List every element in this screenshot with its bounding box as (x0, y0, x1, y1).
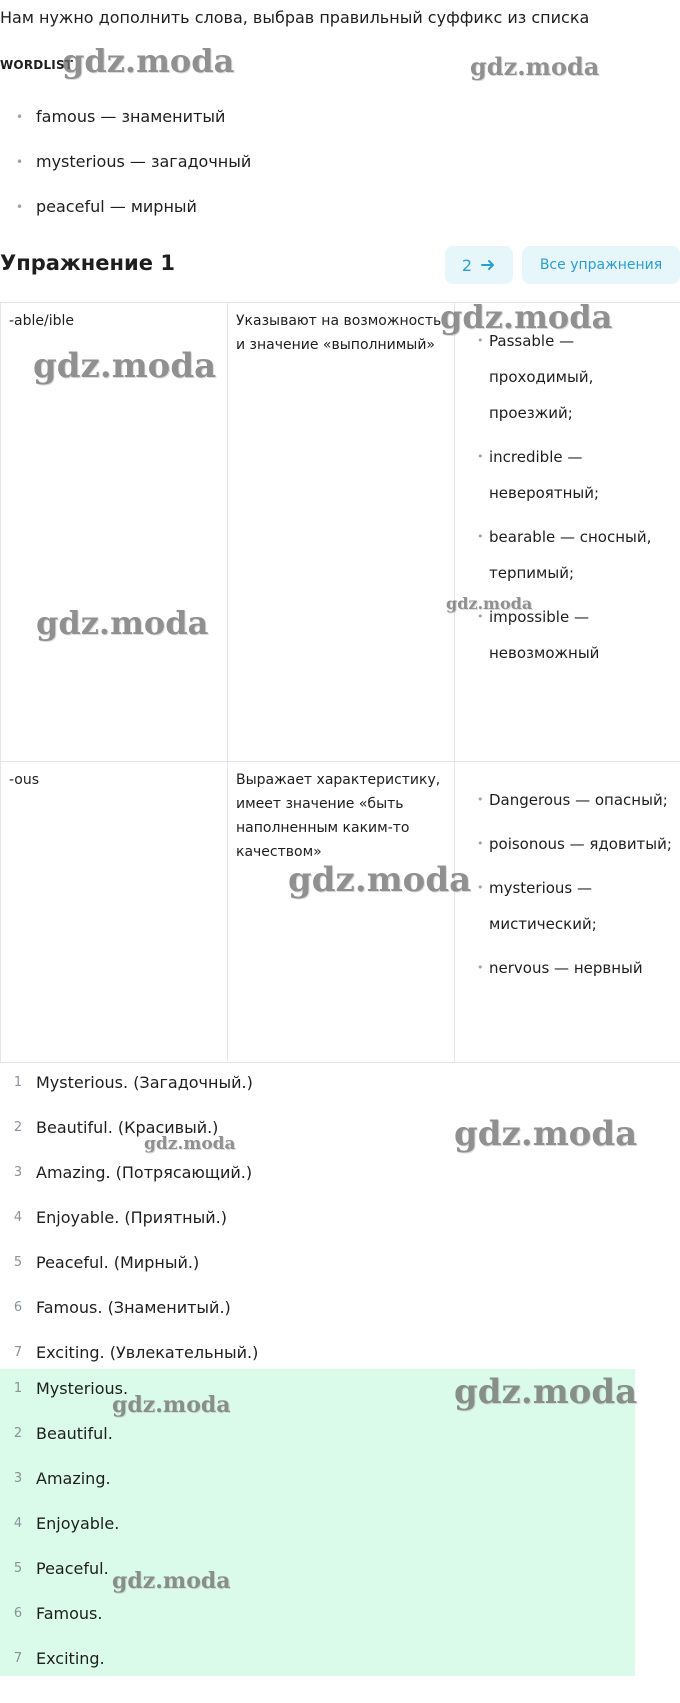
next-exercise-button[interactable] (445, 246, 513, 284)
item-number: 7 (13, 1651, 23, 1666)
list-item (0, 1504, 635, 1549)
watermark: gdz.moda (288, 860, 472, 900)
answer-text: Peaceful. (36, 1559, 109, 1578)
suffix-cell: -ous (1, 762, 228, 1063)
wordlist-item: • mysterious — загадочный (0, 149, 680, 194)
item-number: 2 (13, 1120, 23, 1135)
example-item: • poisonous — ядовитый; (463, 826, 673, 862)
list-item (0, 1198, 635, 1243)
item-number: 1 (13, 1075, 23, 1090)
item-number: 5 (13, 1255, 23, 1270)
table-row (1, 762, 680, 1063)
item-number: 4 (13, 1516, 23, 1531)
exercise-title: Упражнение 1 (0, 251, 175, 275)
list-item (0, 1549, 635, 1594)
answer-text: Mysterious. (Загадочный.) (36, 1073, 253, 1092)
item-number: 6 (13, 1606, 23, 1621)
watermark: gdz.moda (112, 1392, 231, 1418)
all-exercises-button[interactable]: Все упражнения (522, 246, 680, 284)
answer-text: Beautiful. (Красивый.) (36, 1118, 219, 1137)
meaning-cell: Выражает характеристику, имеет значение «быть наполненным каким-то качеством» (228, 762, 455, 1063)
list-item (0, 1153, 635, 1198)
example-item: • Dangerous — опасный; (463, 782, 673, 818)
intro-text: Нам нужно дополнить слова, выбрав правильный суффикс из списка (0, 8, 590, 27)
wordlist-label: WORDLIST (0, 58, 74, 72)
answer-text: Exciting. (Увлекательный.) (36, 1343, 259, 1362)
item-number: 1 (13, 1381, 23, 1396)
wordlist (0, 104, 680, 239)
examples-cell (455, 762, 680, 1063)
watermark: gdz.moda (470, 52, 600, 81)
list-item (0, 1639, 635, 1684)
watermark: gdz.moda (440, 298, 613, 336)
answer-text: Amazing. (36, 1469, 111, 1488)
list-item (0, 1459, 635, 1504)
answers-final-list (0, 1369, 638, 1676)
table-row (1, 303, 680, 762)
wordlist-item: • peaceful — мирный (0, 194, 680, 239)
next-exercise-label: 2 (461, 255, 473, 275)
watermark: gdz.moda (454, 1114, 638, 1154)
example-item: • nervous — нервный (463, 950, 673, 986)
answer-text: Famous. (36, 1604, 103, 1623)
arrow-right-icon (480, 257, 496, 273)
watermark: gdz.moda (112, 1568, 231, 1594)
item-number: 7 (13, 1345, 23, 1360)
example-item: • bearable — сносный, терпимый; (463, 519, 673, 591)
meaning-cell: Указывают на возможность и значение «выполнимый» (228, 303, 455, 762)
answer-text: Mysterious. (36, 1379, 129, 1398)
examples-list (463, 782, 673, 986)
example-item: • mysterious — мистический; (463, 870, 673, 942)
item-number: 6 (13, 1300, 23, 1315)
list-item (0, 1243, 635, 1288)
item-number: 5 (13, 1561, 23, 1576)
answer-text: Peaceful. (Мирный.) (36, 1253, 200, 1272)
watermark: gdz.moda (36, 604, 209, 642)
suffix-cell: -able/ible (1, 303, 228, 762)
example-item: • Passable — проходимый, проезжий; (463, 323, 673, 431)
answer-text: Amazing. (Потрясающий.) (36, 1163, 253, 1182)
list-item (0, 1108, 638, 1154)
wordlist-item: • famous — знаменитый (0, 104, 680, 149)
suffix-table (0, 302, 680, 1063)
example-item: • incredible — невероятный; (463, 439, 673, 511)
item-number: 2 (13, 1426, 23, 1441)
item-number: 3 (13, 1471, 23, 1486)
answer-text: Enjoyable. (36, 1514, 120, 1533)
watermark: gdz.moda (454, 1372, 638, 1412)
answer-text: Exciting. (36, 1649, 105, 1668)
watermark: gdz.moda (446, 594, 533, 613)
watermark: gdz.moda (144, 1134, 236, 1154)
watermark: gdz.moda (33, 346, 217, 386)
item-number: 3 (13, 1165, 23, 1180)
examples-list (463, 323, 673, 671)
list-item (0, 1288, 635, 1333)
list-item (0, 1594, 635, 1639)
list-item (0, 1414, 635, 1459)
item-number: 4 (13, 1210, 23, 1225)
examples-cell (455, 303, 680, 762)
answer-text: Famous. (Знаменитый.) (36, 1298, 231, 1317)
answer-text: Beautiful. (36, 1424, 113, 1443)
list-item (0, 1063, 635, 1108)
list-item (0, 1369, 638, 1414)
answer-text: Enjoyable. (Приятный.) (36, 1208, 227, 1227)
answers-explained-list (0, 1063, 638, 1378)
watermark: gdz.moda (62, 42, 235, 80)
example-item: • impossible — невозможный (463, 599, 673, 671)
